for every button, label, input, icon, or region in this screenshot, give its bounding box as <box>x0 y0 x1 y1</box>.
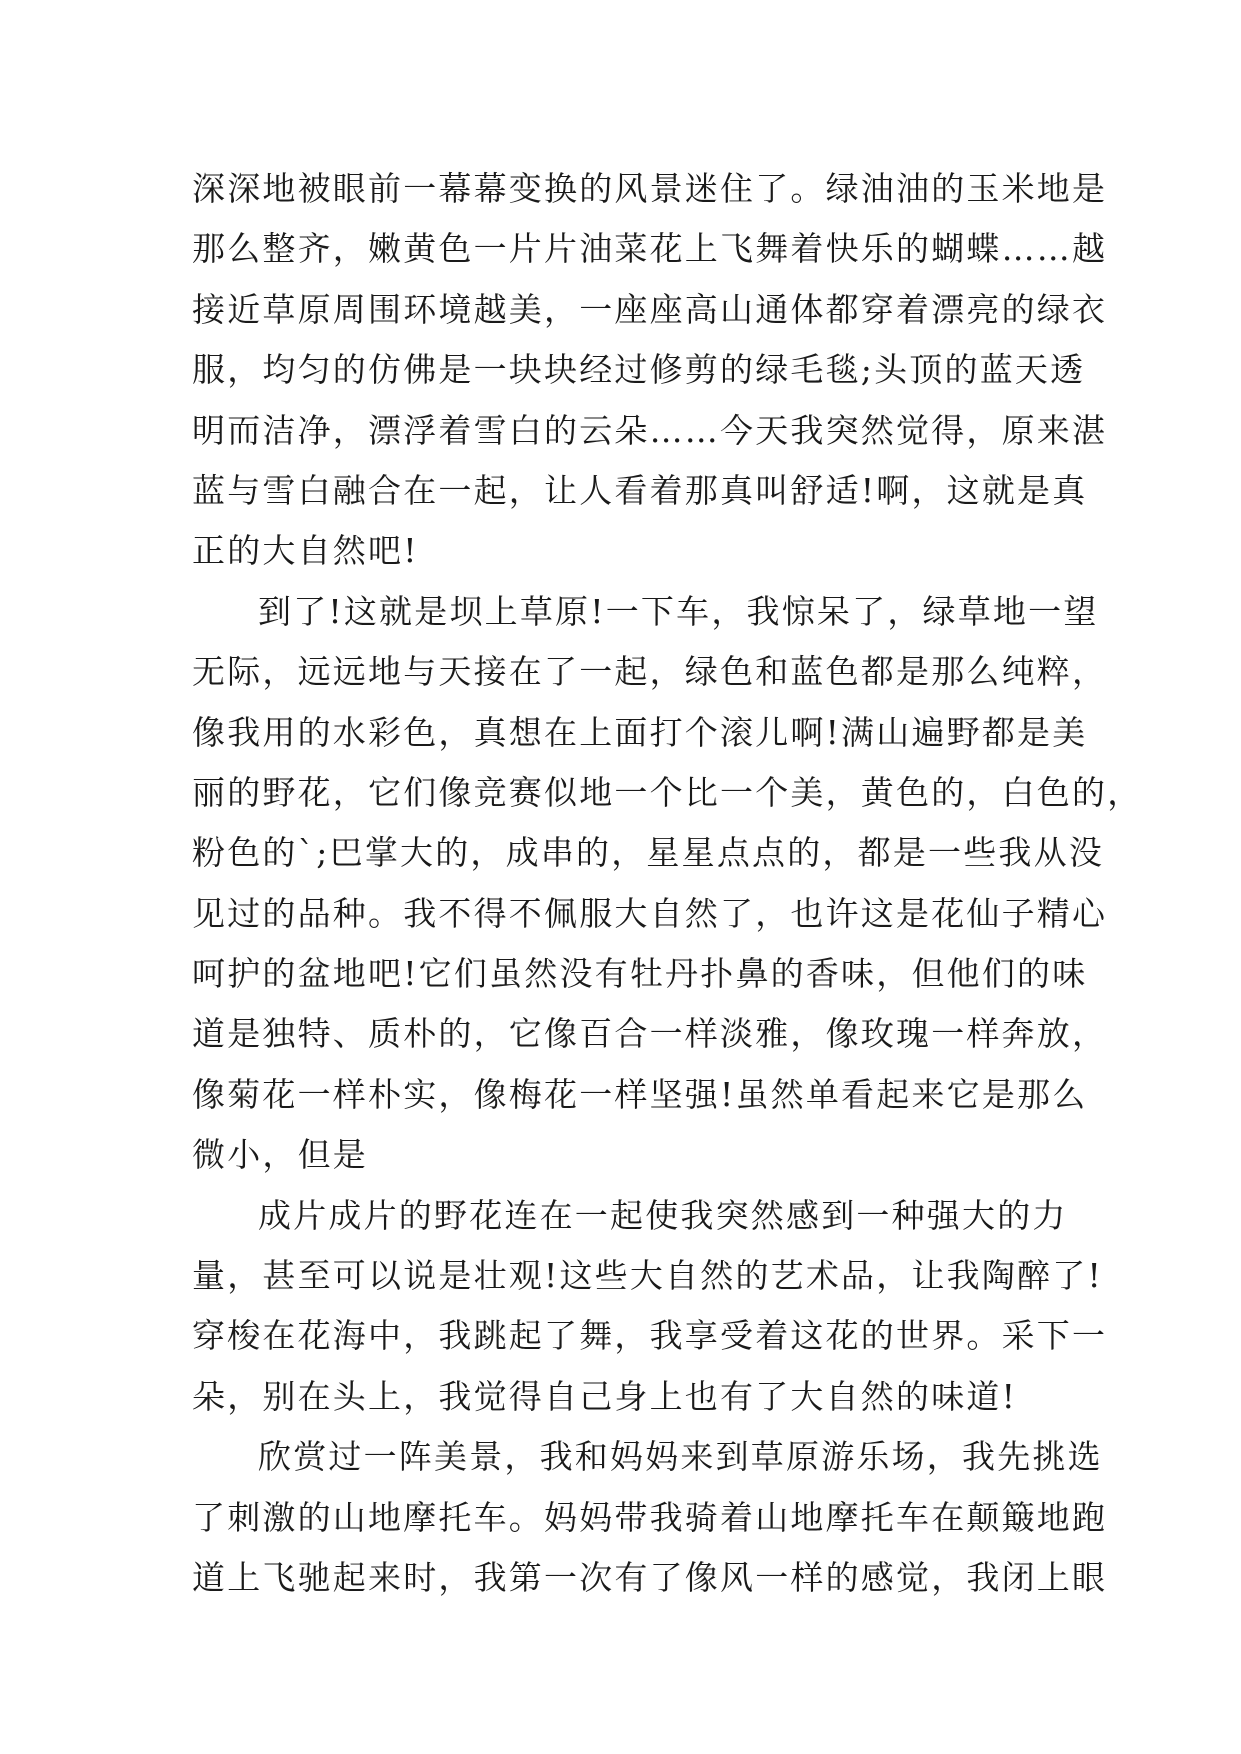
text-line: 了刺激的山地摩托车。妈妈带我骑着山地摩托车在颠簸地跑 <box>192 1497 1108 1537</box>
text-line: 蓝与雪白融合在一起，让人看着那真叫舒适!啊，这就是真 <box>192 470 1088 510</box>
text-line: 量，甚至可以说是壮观!这些大自然的艺术品，让我陶醉了! <box>192 1256 1103 1296</box>
text-line: 深深地被眼前一幕幕变换的风景迷住了。绿油油的玉米地是 <box>192 169 1108 208</box>
text-line: 穿梭在花海中，我跳起了舞，我享受着这花的世界。采下一 <box>192 1316 1108 1356</box>
text-line: 呵护的盆地吧!它们虽然没有牡丹扑鼻的香味，但他们的味 <box>192 954 1088 994</box>
text-line: 无际，远远地与天接在了一起，绿色和蓝色都是那么纯粹， <box>192 652 1108 692</box>
text-line: 像菊花一样朴实，像梅花一样坚强!虽然单看起来它是那么 <box>192 1074 1088 1114</box>
paragraph-first-line: 欣赏过一阵美景，我和妈妈来到草原游乐场，我先挑选 <box>258 1437 1103 1477</box>
text-line: 朵，别在头上，我觉得自己身上也有了大自然的味道! <box>192 1376 1018 1416</box>
text-line: 那么整齐，嫩黄色一片片油菜花上飞舞着快乐的蝴蝶……越 <box>192 229 1108 269</box>
text-line: 丽的野花，它们像竞赛似地一个比一个美，黄色的，白色的， <box>192 772 1143 812</box>
paragraph-first-line: 到了!这就是坝上草原!一下车，我惊呆了，绿草地一望 <box>258 591 1099 631</box>
text-line: 见过的品种。我不得不佩服大自然了，也许这是花仙子精心 <box>192 893 1108 933</box>
text-line: 道是独特、质朴的，它像百合一样淡雅，像玫瑰一样奔放， <box>192 1014 1108 1054</box>
document-body <box>192 159 1143 1608</box>
text-line: 微小，但是 <box>192 1135 368 1175</box>
text-line: 像我用的水彩色，真想在上面打个滚儿啊!满山遍野都是美 <box>192 712 1088 752</box>
text-line: 明而洁净，漂浮着雪白的云朵……今天我突然觉得，原来湛 <box>192 410 1108 450</box>
paragraph-first-line: 成片成片的野花连在一起使我突然感到一种强大的力 <box>258 1195 1068 1235</box>
text-line: 道上飞驰起来时，我第一次有了像风一样的感觉，我闭上眼 <box>192 1557 1108 1597</box>
text-line: 粉色的`;巴掌大的，成串的，星星点点的，都是一些我从没 <box>192 833 1105 873</box>
text-line: 服，均匀的仿佛是一块块经过修剪的绿毛毯;头顶的蓝天透 <box>192 350 1086 390</box>
text-line: 正的大自然吧! <box>192 531 419 571</box>
text-line: 接近草原周围环境越美，一座座高山通体都穿着漂亮的绿衣 <box>192 289 1108 329</box>
